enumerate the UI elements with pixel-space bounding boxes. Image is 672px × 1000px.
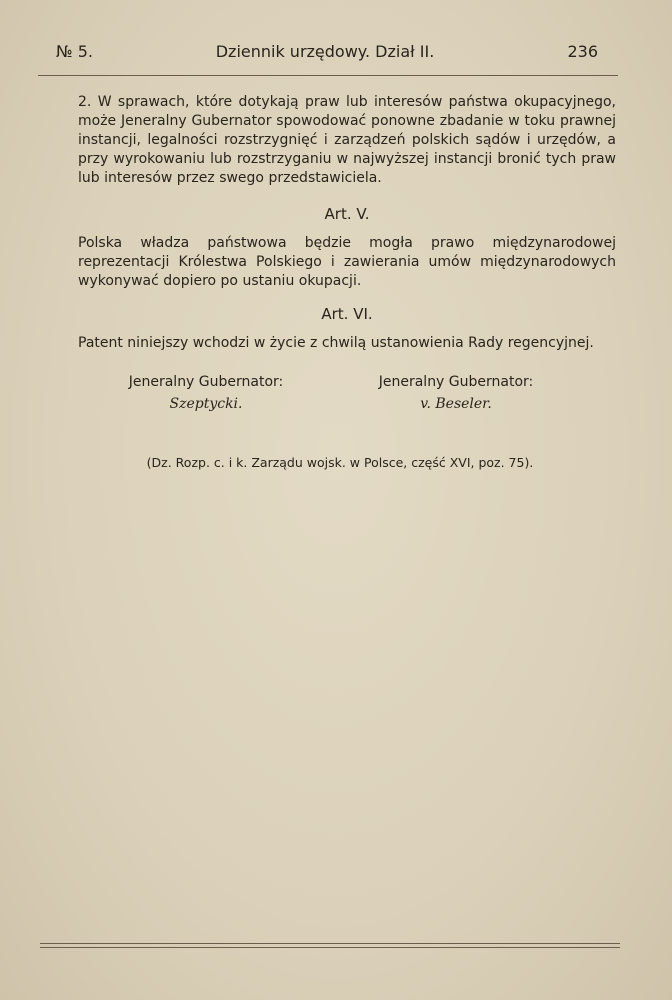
document-body xyxy=(78,93,616,417)
signature-title: Jeneralny Gubernator: xyxy=(378,374,534,390)
page-number: 236 xyxy=(567,42,598,61)
signature-right xyxy=(346,371,566,415)
signature-left xyxy=(96,371,316,415)
article-vi-heading: Art. VI. xyxy=(321,305,373,323)
footer-rule xyxy=(40,943,620,944)
issue-number: № 5. xyxy=(56,42,93,61)
header-rule xyxy=(38,75,618,76)
paragraph-2: 2. W sprawach, które dotykają praw lub interesów państwa okupacyjnego, może Jeneralny Gubernator spowodować ponowne zbadanie w toku prawnej instancji, legalności rozstrzygnięć i zarządzeń polskich sądów i urzędów, a przy wyrokowaniu lub rozstrzyganiu w najwyższej instancji bronić tych praw lub interesów przez swego przedstawiciela. xyxy=(78,94,616,186)
article-v-heading: Art. V. xyxy=(324,205,370,223)
signature-title: Jeneralny Gubernator: xyxy=(128,374,284,390)
footer-rule xyxy=(40,947,620,948)
signature-name: v. Beseler. xyxy=(420,396,492,412)
article-v-text: Polska władza państwowa będzie mogła prawo międzynarodowej reprezentacji Królestwa Polskiego i zawierania umów międzynarodowych wykonywać dopiero po ustaniu okupacji. xyxy=(78,235,616,289)
page-header xyxy=(38,38,612,68)
article-vi-text: Patent niniejszy wchodzi w życie z chwilą ustanowienia Rady regencyjnej. xyxy=(78,335,594,351)
journal-title: Dziennik urzędowy. Dział II. xyxy=(215,42,435,61)
source-citation: (Dz. Rozp. c. i k. Zarządu wojsk. w Polsce, część XVI, poz. 75). xyxy=(146,455,534,470)
signature-name: Szeptycki. xyxy=(169,396,243,412)
signature-block xyxy=(78,371,616,417)
